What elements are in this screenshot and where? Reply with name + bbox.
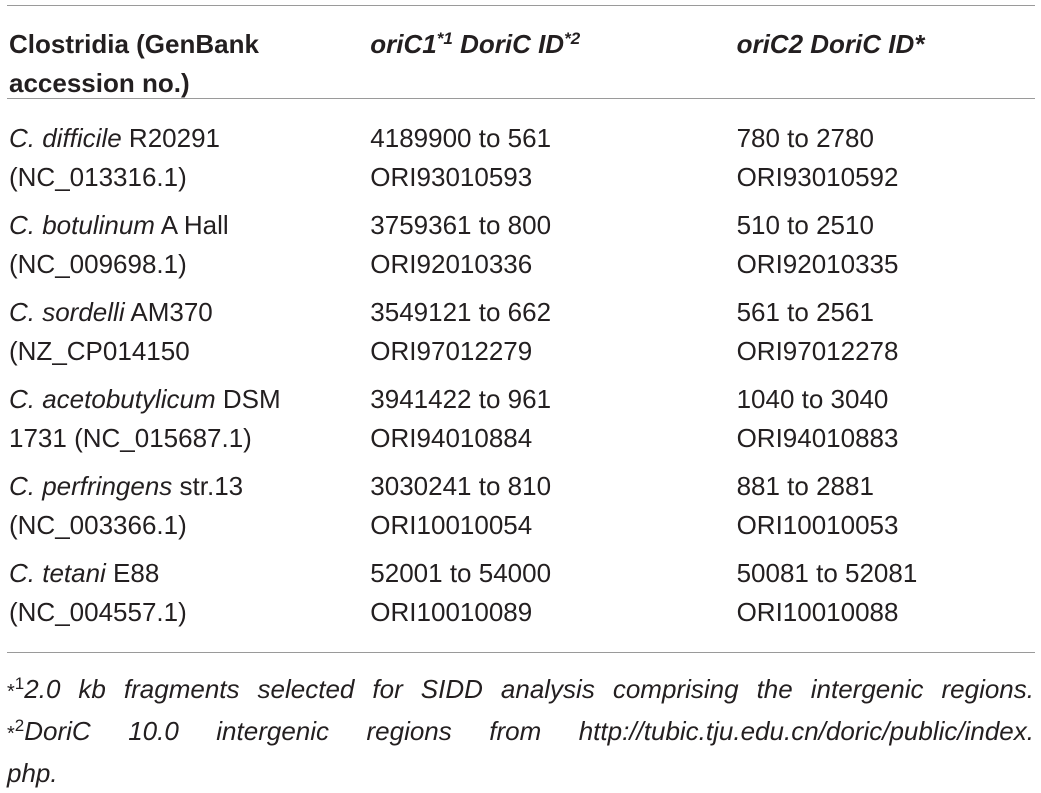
species-name: C. acetobutylicum <box>9 384 216 414</box>
accession-number: (NC_013316.1) <box>9 162 187 192</box>
oric1-range: 4189900 to 561 <box>370 123 552 153</box>
oric2-range: 510 to 2510 <box>736 210 874 240</box>
cell-oric1 <box>370 464 736 551</box>
cell-oric2 <box>737 551 1035 638</box>
oric2-range: 780 to 2780 <box>736 123 874 153</box>
oric2-id: ORI10010088 <box>736 597 899 627</box>
oric1-range: 3941422 to 961 <box>370 384 552 414</box>
footnote-1: *$^1$2.0 kb fragments selected for SIDD analysis comprising the intergenic regions. <box>7 674 1034 704</box>
footnote-2-continued: php. <box>7 758 58 788</box>
header-clostridia-line1: Clostridia (GenBank <box>9 29 259 59</box>
oric1-range: 3030241 to 810 <box>370 471 552 501</box>
table-row <box>7 203 1035 290</box>
footnote-2: *$^2$DoriC 10.0 intergenic regions from http://tubic.tju.edu.cn/doric/public/index. <box>7 716 1034 746</box>
header-oric2: oriC2 DoriC ID* <box>736 29 925 59</box>
table-row <box>7 551 1035 638</box>
cell-oric2 <box>737 290 1035 377</box>
strain-name: str.13 <box>172 471 244 501</box>
table-row <box>7 290 1035 377</box>
cell-oric1 <box>370 551 736 638</box>
cell-oric2 <box>737 377 1035 464</box>
accession-number: (NC_009698.1) <box>9 249 187 279</box>
strain-name: E88 <box>105 558 160 588</box>
table-bottom-rule <box>7 652 1035 653</box>
cell-oric1 <box>370 116 736 203</box>
accession-number: (NZ_CP014150 <box>9 336 190 366</box>
header-clostridia-line2: accession no.) <box>9 68 190 98</box>
oric1-id: ORI94010884 <box>370 423 533 453</box>
strain-name: R20291 <box>121 123 221 153</box>
table-row <box>7 116 1035 203</box>
cell-clostridia <box>7 116 370 203</box>
strain-name: AM370 <box>124 297 213 327</box>
accession-number: 1731 (NC_015687.1) <box>9 423 252 453</box>
oric2-range: 881 to 2881 <box>736 471 874 501</box>
oric1-id: ORI92010336 <box>370 249 533 279</box>
oric1-id: ORI97012279 <box>370 336 533 366</box>
oric2-range: 1040 to 3040 <box>736 384 889 414</box>
species-name: C. tetani <box>9 558 106 588</box>
oric2-range: 561 to 2561 <box>736 297 874 327</box>
accession-number: (NC_004557.1) <box>9 597 187 627</box>
oric1-range: 3549121 to 662 <box>370 297 552 327</box>
header-clostridia <box>7 25 370 98</box>
oric2-id: ORI93010592 <box>736 162 899 192</box>
cell-clostridia <box>7 551 370 638</box>
table-footnotes <box>7 670 1034 793</box>
species-name: C. botulinum <box>9 210 155 240</box>
cell-oric2 <box>737 464 1035 551</box>
cell-clostridia <box>7 290 370 377</box>
oric2-range: 50081 to 52081 <box>736 558 918 588</box>
species-name: C. perfringens <box>9 471 173 501</box>
cell-oric1 <box>370 377 736 464</box>
accession-number: (NC_003366.1) <box>9 510 187 540</box>
table-body <box>7 99 1035 652</box>
oric2-id: ORI10010053 <box>736 510 899 540</box>
cell-oric1 <box>370 290 736 377</box>
cell-oric1 <box>370 203 736 290</box>
oric1-id: ORI93010593 <box>370 162 533 192</box>
oric2-id: ORI94010883 <box>736 423 899 453</box>
cell-oric2 <box>737 203 1035 290</box>
strain-name: A Hall <box>154 210 229 240</box>
oric1-id: ORI10010054 <box>370 510 533 540</box>
oric2-id: ORI92010335 <box>736 249 899 279</box>
cell-clostridia <box>7 464 370 551</box>
data-table <box>7 5 1035 653</box>
cell-clostridia <box>7 377 370 464</box>
species-name: C. difficile <box>9 123 122 153</box>
cell-oric2 <box>737 116 1035 203</box>
header-oric1: oriC1$^{*1}$ DoriC ID$^{*2}$ <box>370 29 581 59</box>
table-row <box>7 464 1035 551</box>
oric1-id: ORI10010089 <box>370 597 533 627</box>
strain-name: DSM <box>215 384 281 414</box>
species-name: C. sordelli <box>9 297 125 327</box>
cell-clostridia <box>7 203 370 290</box>
table-row <box>7 377 1035 464</box>
oric2-id: ORI97012278 <box>736 336 899 366</box>
oric1-range: 3759361 to 800 <box>370 210 552 240</box>
table-header-row <box>7 6 1035 98</box>
oric1-range: 52001 to 54000 <box>370 558 552 588</box>
